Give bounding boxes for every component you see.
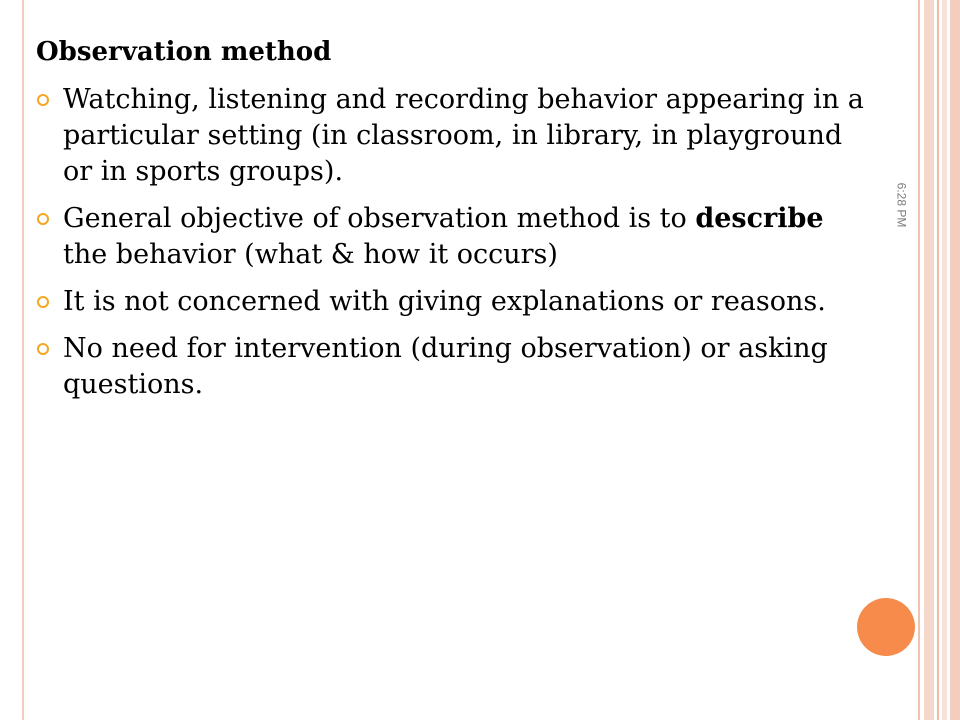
bullet-text: It is not concerned with giving explanations or reasons. [63,286,826,317]
bullet-text-post: the behavior (what & how it occurs) [63,239,558,270]
slide-title: Observation method [36,37,332,67]
bullet-text-bold: describe [695,203,824,234]
stripe [937,0,939,720]
bullet-text-pre: General objective of observation method is to [63,203,696,234]
bullet-text: No need for intervention (during observation) or asking questions. [63,333,828,400]
date-time-text: 6:28 PM [894,182,909,228]
bullet-list [36,82,876,403]
ring-bullet-icon [37,94,49,106]
left-decorative-rule [22,0,24,720]
bullet-item [36,331,876,403]
ring-bullet-icon [37,213,49,225]
slide-content [36,34,876,414]
stripe [950,0,960,720]
stripe [918,0,920,720]
stripe [942,0,947,720]
ring-bullet-icon [37,296,49,308]
decorative-circle [857,598,915,656]
right-decorative-stripes [918,0,960,720]
bullet-text: Watching, listening and recording behavior appearing in a particular setting (in classroom, in library, in playground or in sports groups). [63,84,864,187]
bullet-item [36,284,876,320]
bullet-item [36,201,876,273]
stripe [924,0,934,720]
ring-bullet-icon [37,343,49,355]
bullet-item [36,82,876,190]
slide-date-time [886,170,916,240]
